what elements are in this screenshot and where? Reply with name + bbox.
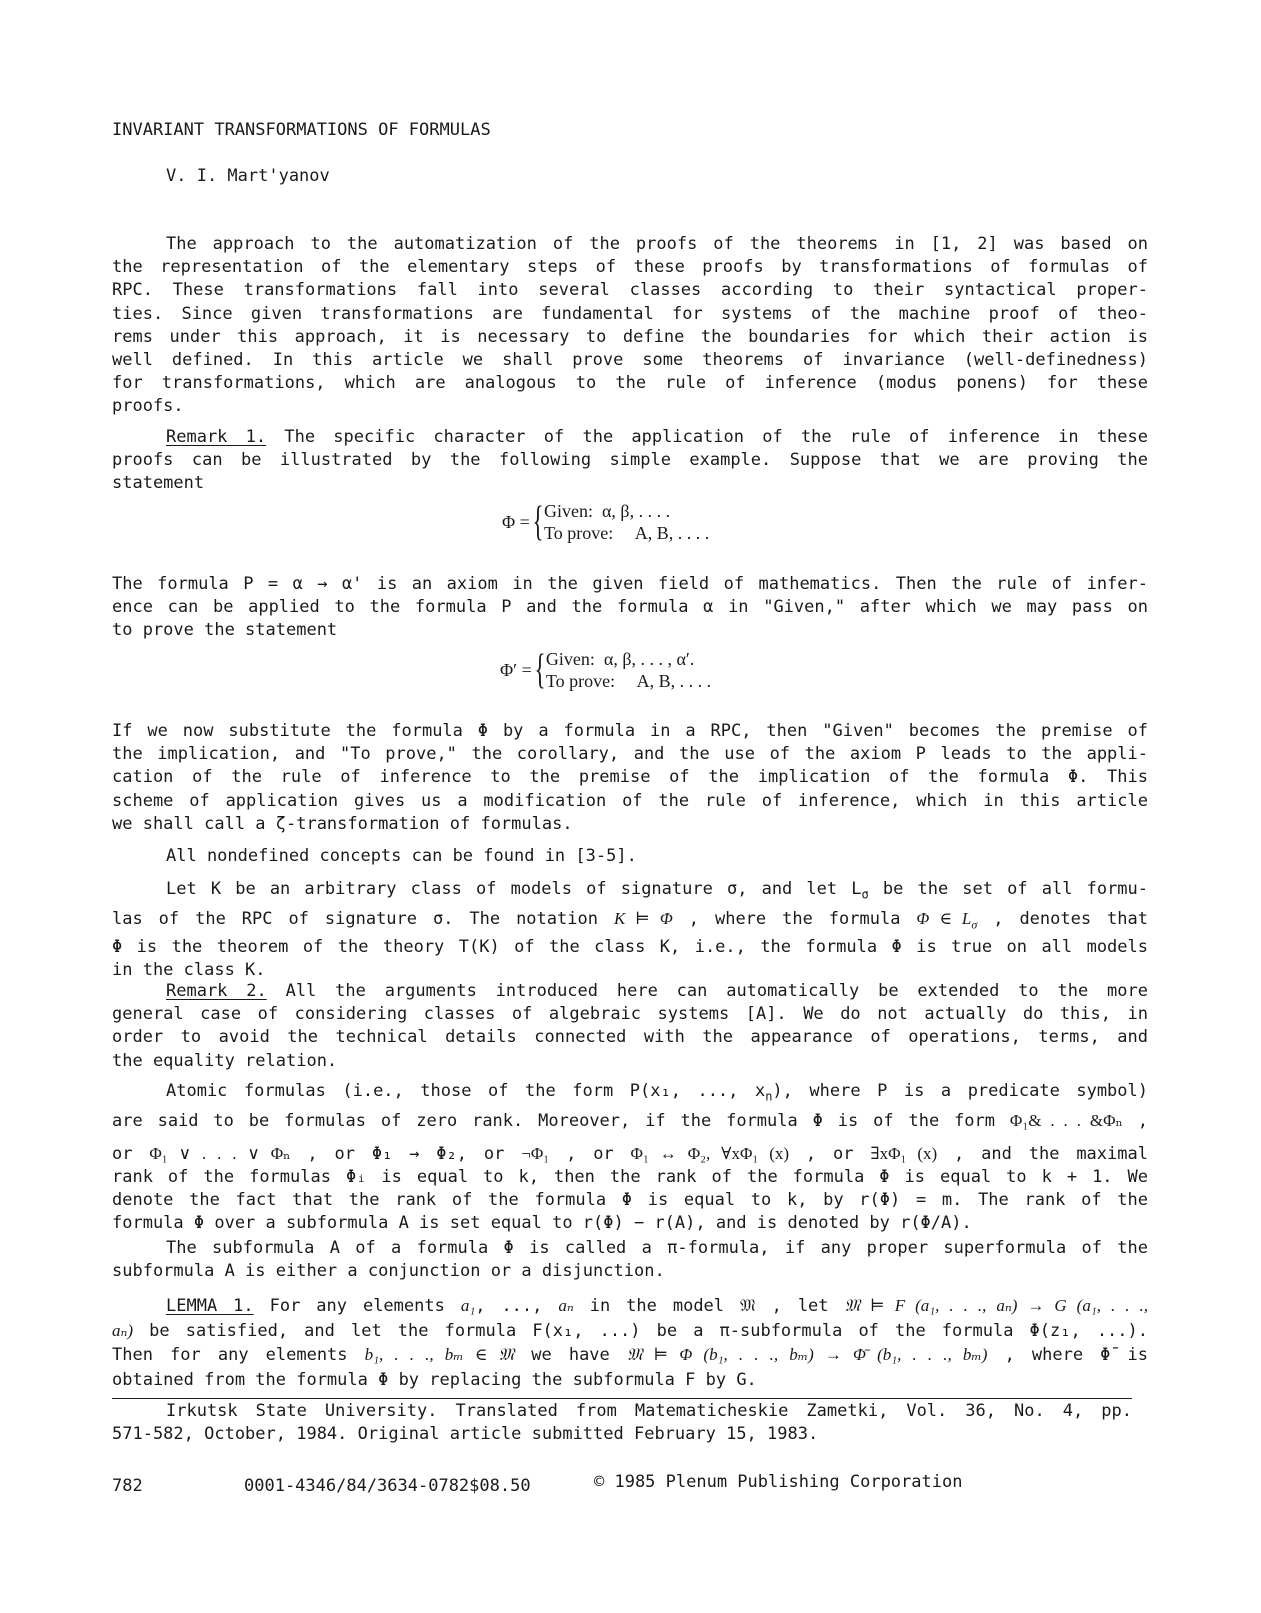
text-line (112, 1080, 1148, 1109)
text-line (112, 980, 1148, 1003)
remark-1 (112, 426, 1148, 496)
text-line: order to avoid the technical details connected with the appearance of operations, terms, and (112, 1027, 1148, 1048)
text-line: 571-582, October, 1984. Original article submitted February 15, 1983. (112, 1424, 819, 1445)
text-line: scheme of application gives us a modification of the rule of inference, which in this article (112, 790, 1148, 811)
paragraph-substitution (112, 720, 1148, 836)
math-k-models-phi: K ⊨ Φ (613, 908, 673, 928)
math-model-satisfies: 𝔐 ⊨ F (a₁, . . ., aₙ) → G (a₁, . . ., (844, 1296, 1148, 1315)
remark-2 (112, 980, 1148, 1073)
copyright: © 1985 Plenum Publishing Corporation (594, 1472, 963, 1492)
formula-phi (502, 500, 709, 544)
text-run: in the model (573, 1296, 740, 1316)
text-line: formula Φ over a subformula A is set equal to r(Φ) − r(A), and is denoted by r(Φ/A). (112, 1213, 972, 1234)
formula-prove: To prove: A, B, . . . . (545, 671, 712, 691)
text-run: be the set of all formu- (868, 879, 1149, 899)
remark-2-text: All the arguments introduced here can automatically be extended to the more (266, 981, 1148, 1001)
text-line: well defined. In this article we shall prove some theorems of invariance (well-definedness) (112, 350, 1148, 371)
subscript-n: n (765, 1089, 773, 1104)
text-run: , where the formula (672, 908, 917, 929)
text-line: statement (112, 473, 205, 494)
math-equivalence-forall: Φ₁ ↔ Φ₂, ∀xΦ₁ (x) (630, 1143, 790, 1163)
text-line: subformula A is either a conjunction or a disjunction. (112, 1261, 665, 1282)
text-line: proofs can be illustrated by the following simple example. Suppose that we are proving the (112, 450, 1148, 471)
formula-lhs: Φ = (502, 511, 530, 532)
math-an: aₙ) (112, 1320, 134, 1340)
text-line: cation of the rule of inference to the premise of the implication of the formula Φ. This (112, 767, 1148, 788)
text-line: the implication, and "To prove," the corollary, and the use of the axiom P leads to the appli- (112, 744, 1148, 765)
remark-2-label: Remark 2. (166, 981, 267, 1001)
text-run: ), where P is a predicate symbol) (772, 1081, 1148, 1101)
math-model-m: 𝔐 (740, 1296, 756, 1315)
paragraph-models (112, 878, 1148, 983)
formula-phi-prime (500, 648, 711, 692)
text-line: All nondefined concepts can be found in [3-5]. (166, 846, 637, 866)
formula-given: Given: α, β, . . . , α′. (545, 649, 695, 669)
page-number: 782 (112, 1476, 143, 1496)
text-run: , denotes that (977, 908, 1149, 929)
text-run: be satisfied, and let the formula F(x₁, ...) be a π-subformula of the formula Φ(z₁, ...). (133, 1320, 1148, 1341)
paragraph-pi-formula (112, 1237, 1148, 1283)
math-an: aₙ (558, 1296, 574, 1315)
text-line: obtained from the formula Φ by replacing the subformula F by G. (112, 1369, 757, 1390)
text-line: general case of considering classes of algebraic systems [A]. We do not actually do this, in (112, 1004, 1148, 1025)
footnote (112, 1400, 1132, 1446)
text-line (112, 907, 1148, 937)
text-line: proofs. (112, 396, 184, 417)
text-run: , let (755, 1296, 845, 1316)
math-model-implication: 𝔐 ⊨ Φ (b₁, . . ., bₘ) → Φ̄ (b₁, . . ., bₘ) (626, 1345, 988, 1364)
math-disjunction: Φ₁ ∨ . . . ∨ Φₙ (149, 1143, 291, 1163)
math-a1: a₁ (460, 1296, 476, 1315)
text-line: RPC. These transformations fall into several classes according to their syntactical proper- (112, 280, 1148, 301)
text-run: Atomic formulas (i.e., those of the form P(x₁, ..., x (166, 1081, 766, 1101)
text-line (112, 1142, 1148, 1166)
author: V. I. Mart'yanov (166, 166, 330, 186)
remark-1-label: Remark 1. (166, 427, 267, 447)
text-line (112, 1343, 1148, 1368)
text-line (112, 426, 1148, 449)
math-phi-in-l: Φ ∈ L (916, 908, 972, 928)
subscript-sigma: σ (861, 887, 869, 902)
text-line: to prove the statement (112, 620, 338, 641)
text-line (112, 878, 1148, 907)
paragraph-references (112, 845, 1148, 868)
text-run: For any elements (253, 1296, 461, 1316)
text-run: Then for any elements (112, 1345, 365, 1365)
lemma-label: LEMMA 1. (166, 1296, 254, 1316)
article-title: INVARIANT TRANSFORMATIONS OF FORMULAS (112, 120, 491, 140)
left-brace: { (534, 647, 546, 693)
text-line: the representation of the elementary steps of these proofs by transformations of formulas of (112, 257, 1148, 278)
formula-prove: To prove: A, B, . . . . (543, 523, 710, 543)
formula-given: Given: α, β, . . . . (543, 501, 671, 521)
left-brace: { (532, 499, 544, 545)
text-line: ties. Since given transformations are fundamental for systems of the machine proof of theo- (112, 303, 1148, 324)
text-line: The formula P = α → α' is an axiom in the given field of mathematics. Then the rule of infer- (112, 574, 1148, 594)
text-run: , (1122, 1110, 1148, 1131)
text-run: , or (789, 1143, 871, 1164)
subscript-sigma: σ (971, 916, 978, 931)
remark-1-text: The specific character of the application of the rule of inference in these (266, 427, 1148, 447)
text-line: The subformula A of a formula Φ is called a π-formula, if any proper superformula of the (166, 1238, 1148, 1258)
text-run: or (112, 1143, 150, 1164)
text-line: denote the fact that the rank of the formula Φ is equal to k, by r(Φ) = m. The rank of the (112, 1190, 1148, 1211)
paragraph-intro (112, 233, 1148, 419)
text-line: the equality relation. (112, 1050, 338, 1071)
math-b-elements: b₁, . . ., bₘ ∈ 𝔐 (364, 1345, 515, 1364)
math-conjunction: Φ₁& . . . &Φₙ (1009, 1110, 1123, 1130)
lemma-1 (112, 1294, 1148, 1392)
text-line: rank of the formulas Φᵢ is equal to k, then the rank of the formula Φ is equal to k + 1. We (112, 1167, 1148, 1187)
text-line (112, 1294, 1148, 1319)
footnote-divider (112, 1398, 1132, 1399)
text-run: , ..., (475, 1296, 559, 1316)
text-run: las of the RPC of signature σ. The notation (112, 908, 614, 929)
text-line: we shall call a ζ-transformation of formulas. (112, 813, 573, 834)
text-line (112, 1319, 1148, 1344)
text-run: , or (549, 1143, 631, 1164)
text-line: ence can be applied to the formula P and the formula α in "Given," after which we may pass on (112, 597, 1148, 618)
text-run: , where Φ̄ is (987, 1345, 1148, 1365)
text-run: are said to be formulas of zero rank. Moreover, if the formula Φ is of the form (112, 1110, 1010, 1131)
math-exists: ∃xΦ₁ (x) (870, 1143, 938, 1163)
text-line: Φ is the theorem of the theory T(K) of the class K, i.e., the formula Φ is true on all models (112, 937, 1148, 958)
document-code: 0001-4346/84/3634-0782$08.50 (244, 1476, 531, 1496)
formula-lhs: Φ′ = (500, 659, 532, 680)
paragraph-rank (112, 1080, 1148, 1236)
math-negation: ¬Φ₁ (521, 1143, 550, 1163)
text-line: If we now substitute the formula Φ by a formula in a RPC, then "Given" becomes the premise of (112, 721, 1148, 741)
text-run: , or Φ₁ → Φ₂, or (290, 1143, 522, 1164)
text-line: for transformations, which are analogous to the rule of inference (modus ponens) for these (112, 373, 1148, 394)
text-line: in the class K. (112, 960, 266, 981)
text-line: The approach to the automatization of the proofs of the theorems in [1, 2] was based on (166, 234, 1148, 254)
text-run: , and the maximal (937, 1143, 1148, 1164)
text-run: we have (514, 1345, 627, 1365)
text-run: Let K be an arbitrary class of models of signature σ, and let L (166, 879, 862, 899)
paragraph-axiom (112, 573, 1148, 643)
text-line: Irkutsk State University. Translated from Matematicheskie Zametki, Vol. 36, No. 4, pp. (166, 1401, 1132, 1421)
text-line: rems under this approach, it is necessary to define the boundaries for which their action is (112, 326, 1148, 347)
text-line (112, 1109, 1148, 1133)
